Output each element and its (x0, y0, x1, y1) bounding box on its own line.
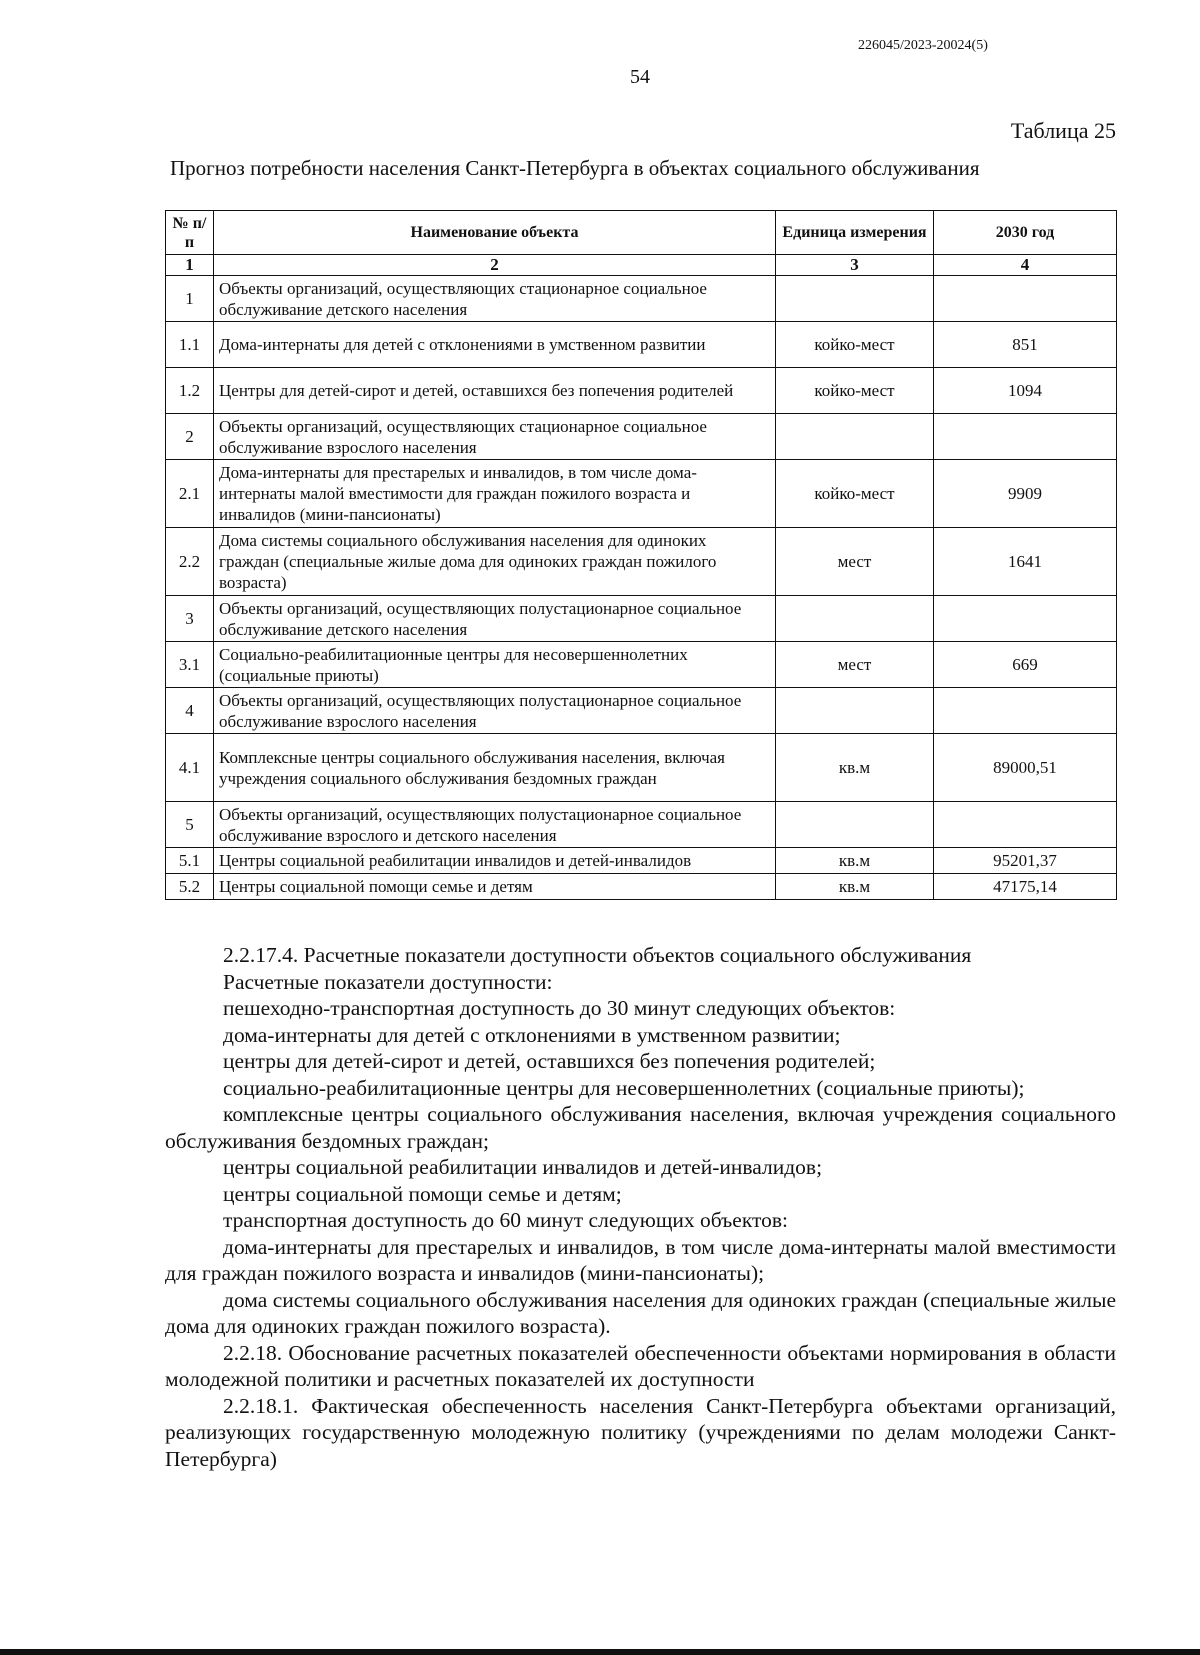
list-item: дома-интернаты для детей с отклонениями в умственном развитии; (223, 1022, 841, 1047)
object-name: Объекты организаций, осуществляющих полустационарное социальное обслуживание детского населения (214, 596, 776, 642)
body-text (165, 942, 1116, 1472)
table-row (166, 528, 1117, 596)
value-2030 (934, 414, 1117, 460)
object-name: Центры социальной реабилитации инвалидов и детей-инвалидов (214, 848, 776, 874)
table-row (166, 734, 1117, 802)
column-header-name: Наименование объекта (214, 211, 776, 255)
value-2030: 9909 (934, 460, 1117, 528)
column-header-year: 2030 год (934, 211, 1117, 255)
document-id: 226045/2023-20024(5) (858, 38, 988, 53)
paragraph: Расчетные показатели доступности: (223, 969, 553, 994)
table-row (166, 596, 1117, 642)
value-2030: 669 (934, 642, 1117, 688)
row-number: 1.1 (166, 322, 214, 368)
social-services-table (165, 210, 1117, 900)
table-row (166, 414, 1117, 460)
object-name: Объекты организаций, осуществляющих полустационарное социальное обслуживание взрослого и детского населения (214, 802, 776, 848)
table-row (166, 276, 1117, 322)
row-number: 1 (166, 276, 214, 322)
paragraph: пешеходно-транспортная доступность до 30 минут следующих объектов: (223, 996, 896, 1020)
table-title: Прогноз потребности населения Санкт-Петербурга в объектах социального обслуживания (170, 156, 980, 180)
object-name: Центры социальной помощи семье и детям (214, 874, 776, 900)
row-number: 3 (166, 596, 214, 642)
table-row (166, 642, 1117, 688)
row-number: 2.2 (166, 528, 214, 596)
column-index: 3 (776, 255, 934, 276)
unit: мест (776, 528, 934, 596)
table-row (166, 322, 1117, 368)
value-2030 (934, 802, 1117, 848)
table-number: Таблица 25 (1010, 118, 1116, 143)
section-heading: 2.2.17.4. Расчетные показатели доступности объектов социального обслуживания (223, 943, 972, 967)
value-2030: 95201,37 (934, 848, 1117, 874)
object-name: Комплексные центры социального обслуживания населения, включая учреждения социального обслуживания бездомных граждан (214, 734, 776, 802)
scan-edge (0, 1649, 1200, 1655)
object-name: Дома-интернаты для престарелых и инвалидов, в том числе дома-интернаты малой вместимости для граждан пожилого возраста и инвалидов (мини-пансионаты) (214, 460, 776, 528)
table-row (166, 874, 1117, 900)
list-item: дома-интернаты для престарелых и инвалидов, в том числе дома-интернаты малой вместимости для граждан пожилого возраста и инвалидов (мини-пансионаты); (165, 1234, 1116, 1285)
value-2030: 851 (934, 322, 1117, 368)
unit: койко-мест (776, 460, 934, 528)
value-2030: 89000,51 (934, 734, 1117, 802)
table-row (166, 460, 1117, 528)
unit: кв.м (776, 874, 934, 900)
list-item: центры социальной реабилитации инвалидов и детей-инвалидов; (223, 1155, 823, 1179)
section-heading: 2.2.18. Обоснование расчетных показателей обеспеченности объектами нормирования в области молодежной политики и расчетных показателей их доступности (165, 1340, 1116, 1391)
column-header-unit: Единица измерения (776, 211, 934, 255)
list-item: социально-реабилитационные центры для несовершеннолетних (социальные приюты); (223, 1075, 1025, 1100)
value-2030: 1641 (934, 528, 1117, 596)
value-2030 (934, 276, 1117, 322)
unit: мест (776, 642, 934, 688)
section-heading: 2.2.18.1. Фактическая обеспеченность населения Санкт-Петербурга объектами организаций, реализующих государственную молодежную политику (учреждениями по делам молодежи Санкт-Петербурга) (165, 1393, 1116, 1471)
value-2030 (934, 688, 1117, 734)
table-row (166, 368, 1117, 414)
row-number: 5.2 (166, 874, 214, 900)
table-row (166, 848, 1117, 874)
unit (776, 596, 934, 642)
column-index: 2 (214, 255, 776, 276)
unit (776, 276, 934, 322)
unit: кв.м (776, 734, 934, 802)
table-row (166, 688, 1117, 734)
row-number: 5.1 (166, 848, 214, 874)
unit (776, 802, 934, 848)
paragraph: транспортная доступность до 60 минут следующих объектов: (223, 1208, 788, 1232)
object-name: Дома-интернаты для детей с отклонениями в умственном развитии (214, 322, 776, 368)
row-number: 4 (166, 688, 214, 734)
list-item: комплексные центры социального обслуживания населения, включая учреждения социального обслуживания бездомных граждан; (165, 1102, 1116, 1153)
column-header-number: № п/п (166, 211, 214, 255)
row-number: 5 (166, 802, 214, 848)
page-number: 54 (630, 66, 650, 88)
object-name: Дома системы социального обслуживания населения для одиноких граждан (специальные жилые дома для одиноких граждан пожилого возраста) (214, 528, 776, 596)
row-number: 4.1 (166, 734, 214, 802)
unit (776, 688, 934, 734)
table-header-row (166, 211, 1117, 255)
list-item: центры для детей-сирот и детей, оставшихся без попечения родителей; (223, 1049, 876, 1073)
object-name: Объекты организаций, осуществляющих стационарное социальное обслуживание взрослого населения (214, 414, 776, 460)
object-name: Объекты организаций, осуществляющих полустационарное социальное обслуживание взрослого населения (214, 688, 776, 734)
row-number: 2 (166, 414, 214, 460)
list-item: центры социальной помощи семье и детям; (223, 1181, 622, 1206)
row-number: 1.2 (166, 368, 214, 414)
value-2030 (934, 596, 1117, 642)
list-item: дома системы социального обслуживания населения для одиноких граждан (специальные жилые дома для одиноких граждан пожилого возраста). (165, 1287, 1116, 1338)
object-name: Социально-реабилитационные центры для несовершеннолетних (социальные приюты) (214, 642, 776, 688)
unit: кв.м (776, 848, 934, 874)
value-2030: 1094 (934, 368, 1117, 414)
value-2030: 47175,14 (934, 874, 1117, 900)
object-name: Объекты организаций, осуществляющих стационарное социальное обслуживание детского населения (214, 276, 776, 322)
unit (776, 414, 934, 460)
object-name: Центры для детей-сирот и детей, оставшихся без попечения родителей (214, 368, 776, 414)
column-index-row (166, 255, 1117, 276)
unit: койко-мест (776, 368, 934, 414)
column-index: 1 (166, 255, 214, 276)
row-number: 2.1 (166, 460, 214, 528)
unit: койко-мест (776, 322, 934, 368)
table-row (166, 802, 1117, 848)
column-index: 4 (934, 255, 1117, 276)
row-number: 3.1 (166, 642, 214, 688)
